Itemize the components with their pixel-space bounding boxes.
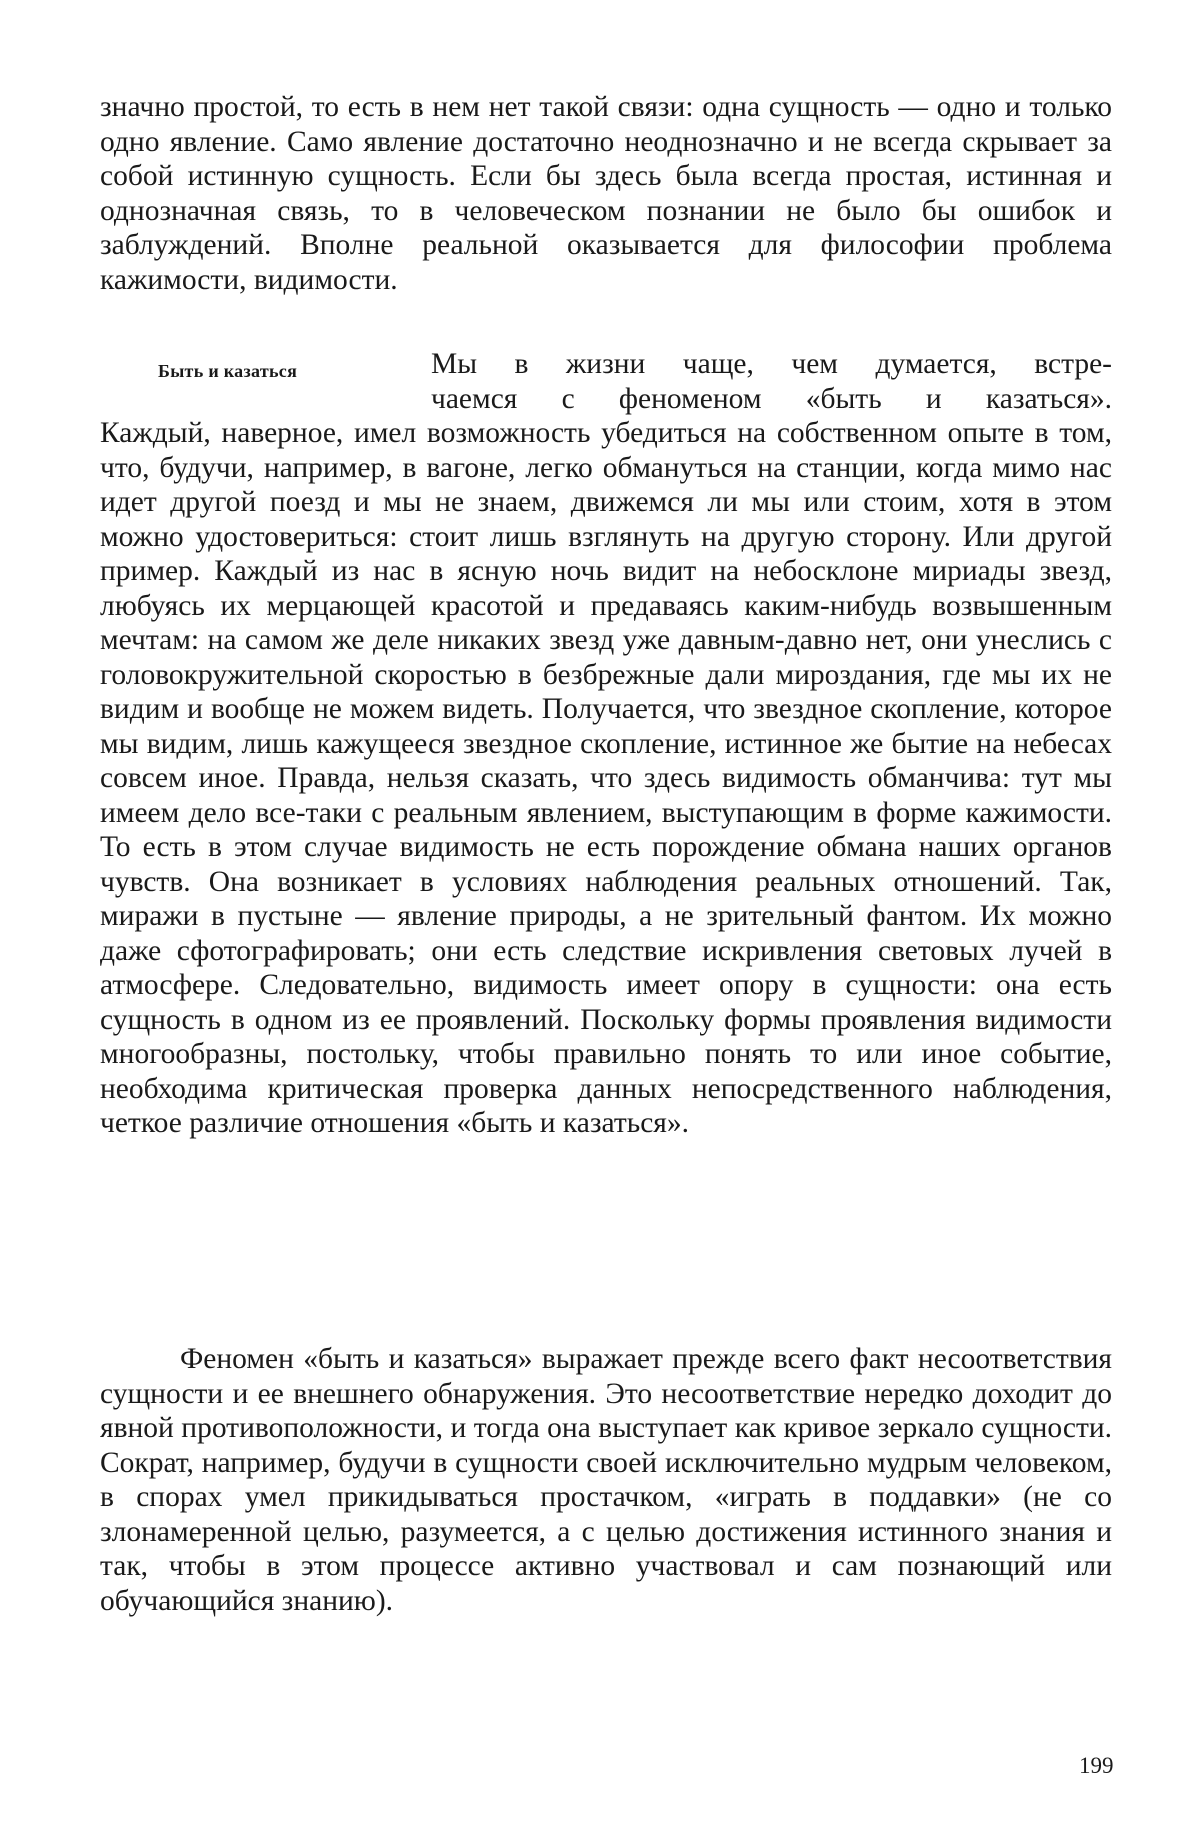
section-start [100,347,1112,416]
side-heading: Быть и казаться [158,361,298,381]
section-opening-line-1: Мы в жизни чаще, чем думается, встре- [431,348,1112,380]
paragraph-top: значно простой, то есть в нем нет такой связи: одна сущность — одно и только одно явление. Само явление достаточно неоднозначно и не всегда скрывает за собой истинную сущность. Если бы здесь была всегда простая, истинная и однозначная связь, то в человеческом познании не было бы ошибок и заблуждений. Вполне реальной оказывается для философии проблема кажимости, видимости. [100,91,1112,296]
section-opening-line-2: чаемся с феноменом «быть и казаться». [431,382,1112,415]
paragraph-2: Феномен «быть и казаться» выражает прежде всего факт несоответствия сущности и ее внешнего обнаружения. Это несоответствие нередко доходит до явной противоположности, и тогда она выступает как кривое зеркало сущности. Сократ, например, будучи в сущности своей исключительно мудрым человеком, в спорах умел прикидываться простачком, «играть в поддавки» (не со злонамеренной целью, разумеется, а с целью достижения истинного знания и так, чтобы в этом процессе активно участвовал и сам познающий или обучающийся знанию). [100,1343,1112,1617]
paragraph-continued: Каждый, наверное, имел возможность убедиться на собственном опыте в том, что, будучи, например, в вагоне, легко обмануться на станции, когда мимо нас идет другой поезд и мы не знаем, движемся ли мы или стоим, хотя в этом можно удостовериться: стоит лишь взглянуть на другую сторону. Или другой пример. Каждый из нас в ясную ночь видит на небосклоне мириады звезд, любуясь их мерцающей красотой и предаваясь каким-нибудь возвышенным мечтам: на самом же деле никаких звезд уже давным-давно нет, они унеслись с головокружительной скоростью в безбрежные дали мироздания, где мы их не видим и вообще не можем видеть. Получается, что звездное скопление, которое мы видим, лишь кажущееся звездное скопление, истинное же бытие на небесах совсем иное. Правда, нельзя сказать, что здесь видимость обманчива: тут мы имеем дело все-таки с реальным явлением, выступающим в форме кажимости. То есть в этом случае видимость не есть порождение обмана наших органов чувств. Она возникает в условиях наблюдения реальных отношений. Так, миражи в пустыне — явление природы, а не зрительный фантом. Их можно даже сфотографировать; они есть следствие искривления световых лучей в атмосфере. Следовательно, видимость имеет опору в сущности: она есть сущность в одном из ее проявлений. Поскольку формы проявления видимости многообразны, постольку, чтобы правильно понять то или иное событие, необходима критическая проверка данных непосредственного наблюдения, четкое различие отношения «быть и казаться». [100,417,1112,1139]
page-number: 199 [1079,1753,1114,1778]
section-opening-lines [431,347,1112,416]
